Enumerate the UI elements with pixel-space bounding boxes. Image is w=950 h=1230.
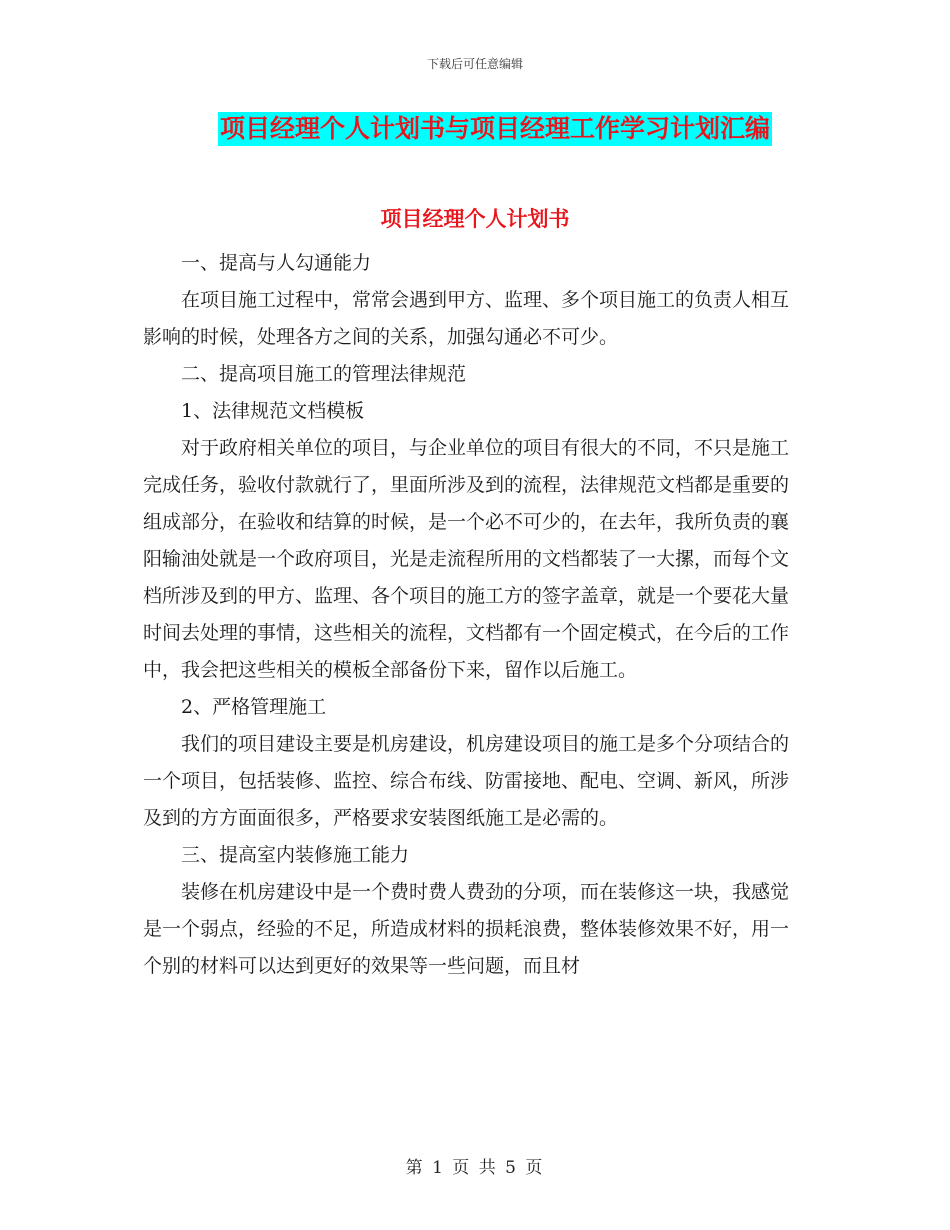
document-body: [143, 245, 795, 985]
page-header-note: 下载后可任意编辑: [426, 57, 523, 71]
paragraph: 对于政府相关单位的项目，与企业单位的项目有很大的不同，不只是施工完成任务，验收付款就行了，里面所涉及到的流程，法律规范文档都是重要的组成部分，在验收和结算的时候，是一个必不可少的，在去年，我所负责的襄阳输油处就是一个政府项目，光是走流程所用的文档都装了一大摞，而每个文档所涉及到的甲方、监理、各个项目的施工方的签字盖章，就是一个要花大量时间去处理的事情，这些相关的流程，文档都有一个固定模式，在今后的工作中，我会把这些相关的模板全部备份下来，留作以后施工。: [143, 437, 790, 681]
document-title: 项目经理个人计划书与项目经理工作学习计划汇编: [218, 112, 772, 146]
paragraph: 我们的项目建设主要是机房建设，机房建设项目的施工是多个分项结合的一个项目，包括装修、监控、综合布线、防雷接地、配电、空调、新风，所涉及到的方方面面很多，严格要求安装图纸施工是必需的。: [143, 733, 790, 829]
paragraph: 在项目施工过程中，常常会遇到甲方、监理、多个项目施工的负责人相互影响的时候，处理各方之间的关系，加强勾通必不可少。: [143, 289, 790, 348]
subheading-2-2: 2、严格管理施工: [181, 696, 327, 718]
paragraph: 装修在机房建设中是一个费时费人费劲的分项，而在装修这一块，我感觉是一个弱点，经验的不足，所造成材料的损耗浪费，整体装修效果不好，用一个别的材料可以达到更好的效果等一些问题，而且材: [143, 881, 790, 977]
heading-1: 一、提高与人勾通能力: [181, 252, 372, 274]
heading-3: 三、提高室内装修施工能力: [181, 844, 410, 866]
subheading-2-1: 1、法律规范文档模板: [181, 400, 365, 422]
document-title-wrap: [0, 112, 950, 146]
page-number: 第 1 页 共 5 页: [405, 1158, 545, 1178]
section-title: 项目经理个人计划书: [380, 207, 570, 231]
heading-2: 二、提高项目施工的管理法律规范: [181, 363, 467, 385]
